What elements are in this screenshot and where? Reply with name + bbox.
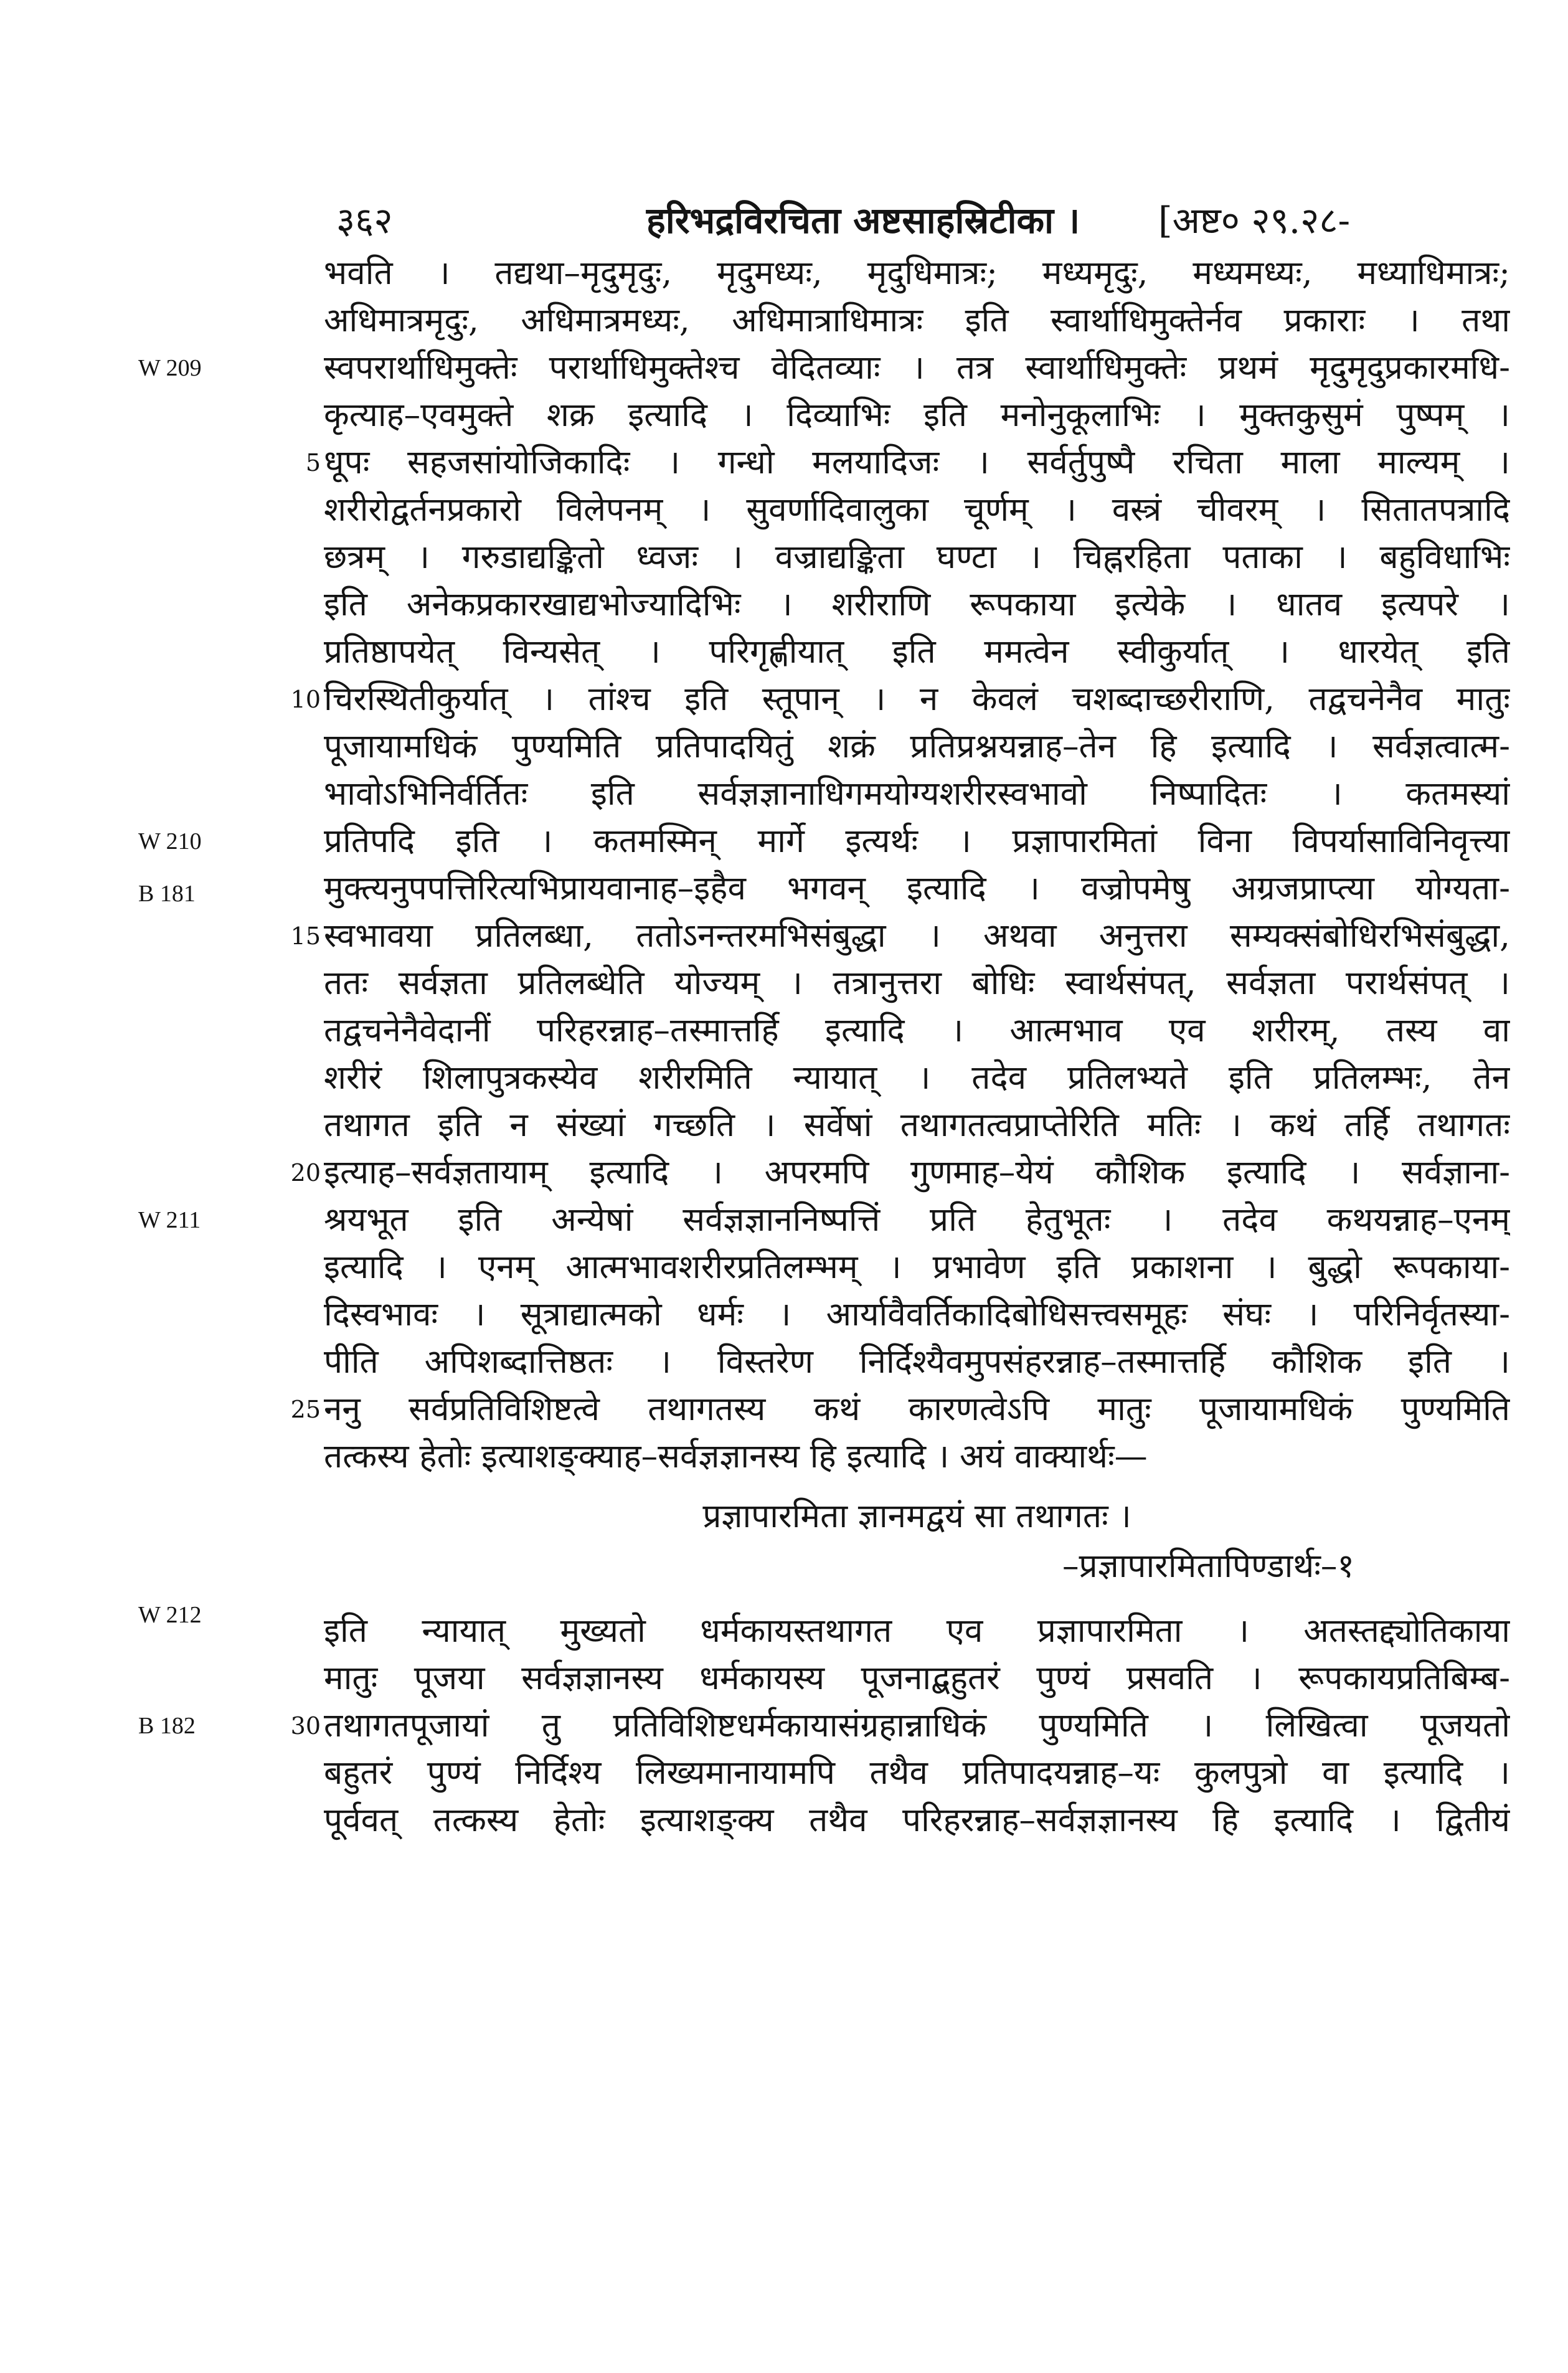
text-line: इत्यादि । एनम् आत्मभावशरीरप्रतिलम्भम् । प्रभावेण इति प्रकाशना । बुद्धो रूपकाया- (324, 1248, 1510, 1286)
margin-reference: W 209 (138, 355, 202, 381)
line-number: 15 (290, 922, 321, 950)
text-line: तद्वचनेनैवेदानीं परिहरन्नाह–तस्मात्तर्हि इत्यादि । आत्मभाव एव शरीरम्, तस्य वा (324, 1011, 1510, 1049)
text-line: चिरस्थितीकुर्यात् । तांश्च इति स्तूपान् । न केवलं चशब्दाच्छरीराणि, तद्वचनेनैव मातुः (324, 680, 1510, 718)
page-number: ३६२ (336, 199, 393, 242)
text-line: पूर्ववत् तत्कस्य हेतोः इत्याशङ्क्य तथैव परिहरन्नाह–सर्वज्ञज्ञानस्य हि इत्यादि । द्वितीयं (324, 1801, 1510, 1839)
text-line: ननु सर्वप्रतिविशिष्टत्वे तथागतस्य कथं कारणत्वेऽपि मातुः पूजायामधिकं पुण्यमिति (324, 1390, 1510, 1428)
line-number: 25 (290, 1396, 321, 1423)
verse-quotation: प्रज्ञापारमिता ज्ञानमद्वयं सा तथागतः । (702, 1497, 1131, 1535)
text-line: दिस्वभावः । सूत्राद्यात्मको धर्मः । आर्यावैवर्तिकादिबोधिसत्त्वसमूहः संघः । परिनिर्वृतस्या- (324, 1295, 1510, 1333)
margin-reference: B 182 (138, 1713, 196, 1739)
running-header (336, 194, 1519, 244)
margin-reference: W 210 (138, 828, 202, 855)
text-line: मुक्त्यनुपपत्तिरित्यभिप्रायवानाह–इहैव भगवन् इत्यादि । वज्रोपमेषु अग्रजप्राप्त्या योग्यता- (324, 869, 1510, 907)
text-line: पूजायामधिकं पुण्यमिति प्रतिपादयितुं शक्रं प्रतिप्रश्नयन्नाह–तेन हि इत्यादि । सर्वज्ञत्वात्म- (324, 727, 1510, 765)
text-line: कृत्याह–एवमुक्ते शक्र इत्यादि । दिव्याभिः इति मनोनुकूलाभिः । मुक्तकुसुमं पुष्पम् । (324, 396, 1510, 434)
text-line: धूपः सहजसांयोजिकादिः । गन्धो मलयादिजः । सर्वर्तुपुष्पै रचिता माला माल्यम् । (324, 443, 1510, 481)
text-line: तथागतपूजायां तु प्रतिविशिष्टधर्मकायासंग्रहान्नाधिकं पुण्यमिति । लिखित्वा पूजयतो (324, 1707, 1510, 1745)
line-number: 5 (305, 449, 321, 476)
text-line: बहुतरं पुण्यं निर्दिश्य लिख्यमानायामपि तथैव प्रतिपादयन्नाह–यः कुलपुत्रो वा इत्यादि । (324, 1754, 1510, 1792)
text-line: प्रतिपदि इति । कतमस्मिन् मार्गे इत्यर्थः । प्रज्ञापारमितां विना विपर्यासाविनिवृत्त्या (324, 822, 1510, 860)
text-line: प्रतिष्ठापयेत् विन्यसेत् । परिगृह्णीयात् इति ममत्वेन स्वीकुर्यात् । धारयेत् इति (324, 633, 1510, 671)
text-line: श्रयभूत इति अन्येषां सर्वज्ञज्ञाननिष्पत्तिं प्रति हेतुभूतः । तदेव कथयन्नाह–एनम् (324, 1201, 1510, 1239)
margin-reference: B 181 (138, 881, 196, 907)
text-line: मातुः पूजया सर्वज्ञज्ञानस्य धर्मकायस्य पूजनाद्बहुतरं पुण्यं प्रसवति । रूपकायप्रतिबिम्ब- (324, 1659, 1510, 1697)
text-line: तत्कस्य हेतोः इत्याशङ्क्याह–सर्वज्ञज्ञानस्य हि इत्यादि । अयं वाक्यार्थः— (324, 1438, 1148, 1475)
text-line: स्वभावया प्रतिलब्धा, ततोऽनन्तरमभिसंबुद्धा । अथवा अनुत्तरा सम्यक्संबोधिरभिसंबुद्धा, (324, 917, 1510, 955)
text-line: शरीरं शिलापुत्रकस्येव शरीरमिति न्यायात् । तदेव प्रतिलभ्यते इति प्रतिलम्भः, तेन (324, 1059, 1510, 1097)
text-line: शरीरोद्वर्तनप्रकारो विलेपनम् । सुवर्णादिवालुका चूर्णम् । वस्त्रं चीवरम् । सितातपत्रादि (324, 491, 1510, 529)
text-line: इत्याह–सर्वज्ञतायाम् इत्यादि । अपरमपि गुणमाह–येयं कौशिक इत्यादि । सर्वज्ञाना- (324, 1153, 1510, 1191)
verse-source: –प्रज्ञापारमितापिण्डार्थः–१ (1062, 1547, 1354, 1585)
text-line: भावोऽभिनिर्वर्तितः इति सर्वज्ञज्ञानाधिगमयोग्यशरीरस्वभावो निष्पादितः । कतमस्यां (324, 775, 1510, 813)
text-line: इति न्यायात् मुख्यतो धर्मकायस्तथागत एव प्रज्ञापारमिता । अतस्तद्द्योतिकाया (324, 1612, 1510, 1650)
line-number: 30 (290, 1712, 321, 1740)
line-number: 10 (290, 686, 321, 713)
text-line: पीति अपिशब्दात्तिष्ठतः । विस्तरेण निर्दिश्यैवमुपसंहरन्नाह–तस्मात्तर्हि कौशिक इति । (324, 1343, 1510, 1381)
margin-reference: W 211 (138, 1207, 201, 1233)
text-line: तथागत इति न संख्यां गच्छति । सर्वेषां तथागतत्वप्राप्तेरिति मतिः । कथं तर्हि तथागतः (324, 1106, 1510, 1144)
text-line: इति अनेकप्रकारखाद्यभोज्यादिभिः । शरीराणि रूपकाया इत्येके । धातव इत्यपरे । (324, 585, 1510, 623)
text-line: स्वपरार्थाधिमुक्तेः परार्थाधिमुक्तेश्च वेदितव्याः । तत्र स्वार्थाधिमुक्तेः प्रथमं मृदुमृदुप्रकारमधि- (324, 349, 1510, 387)
margin-reference: W 212 (138, 1602, 202, 1628)
text-line: अधिमात्रमृदुः, अधिमात्रमध्यः, अधिमात्राधिमात्रः इति स्वार्थाधिमुक्तेर्नव प्रकाराः । तथा (324, 301, 1510, 339)
text-line: छत्रम् । गरुडाद्यङ्कितो ध्वजः । वज्राद्यङ्किता घण्टा । चिह्नरहिता पताका । बहुविधाभिः (324, 538, 1510, 576)
text-line: ततः सर्वज्ञता प्रतिलब्धेति योज्यम् । तत्रानुत्तरा बोधिः स्वार्थसंपत्, सर्वज्ञता परार्थसंपत् । (324, 964, 1510, 1002)
section-reference: [अष्ट० २९.२८- (1158, 199, 1351, 242)
line-number: 20 (290, 1159, 321, 1186)
text-line: भवति । तद्यथा–मृदुमृदुः, मृदुमध्यः, मृदुधिमात्रः; मध्यमृदुः, मध्यमध्यः, मध्याधिमात्रः; (324, 254, 1510, 292)
running-title: हरिभद्रविरचिता अष्टसाहस्रिटीका । (646, 199, 1080, 242)
